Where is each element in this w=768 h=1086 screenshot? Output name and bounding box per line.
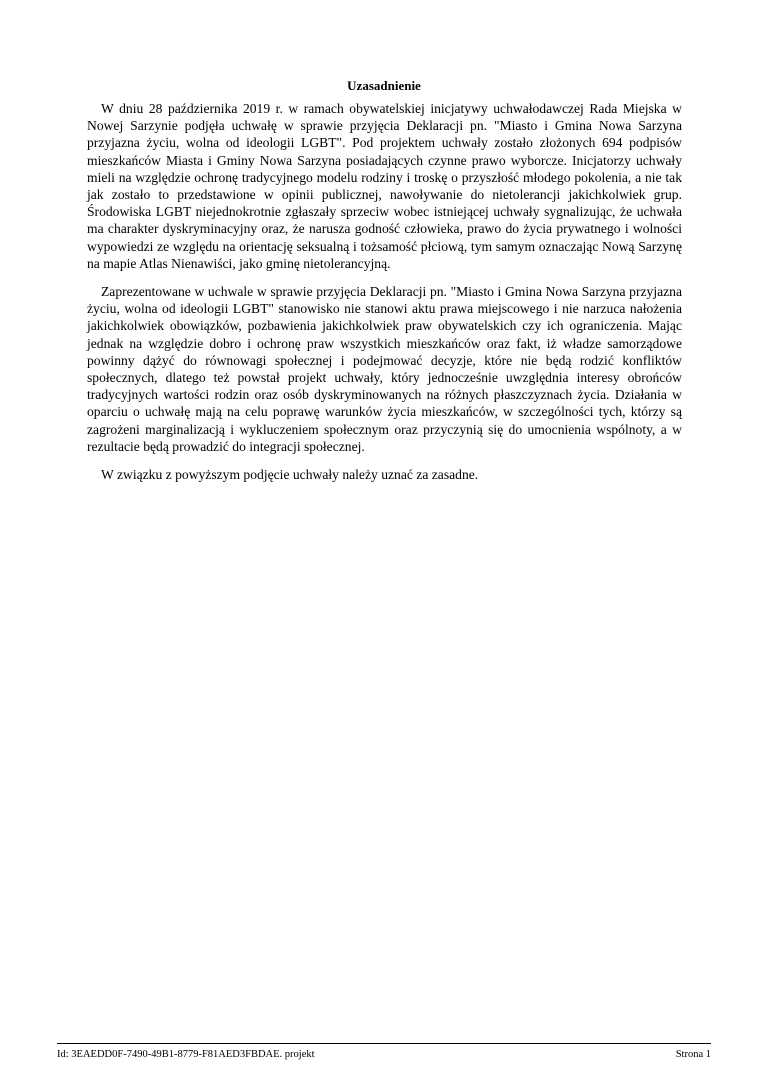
document-title: Uzasadnienie (347, 78, 421, 93)
paragraph-3: W związku z powyższym podjęcie uchwały należy uznać za zasadne. (101, 467, 479, 483)
footer-document-id: Id: 3EAEDD0F-7490-49B1-8779-F81AED3FBDAE. projekt (57, 1049, 315, 1060)
document-body (87, 100, 682, 494)
footer-page-number: Strona 1 (675, 1049, 711, 1060)
footer-divider (57, 1043, 711, 1044)
paragraph-1: W dniu 28 października 2019 r. w ramach obywatelskiej inicjatywy uchwałodawczej Rada Miejska w Nowej Sarzynie podjęła uchwałę w sprawie przyjęcia Deklaracji pn. "Miasto i Gmina Nowa Sarzyna przyjazna życiu, wolna od ideologii LGBT". Pod projektem uchwały zostało złożonych 694 podpisów mieszkańców Miasta i Gminy Nowa Sarzyna posiadających czynne prawo wyborcze. Inicjatorzy uchwały mieli na względzie ochronę tradycyjnego modelu rodziny i troskę o przyszłość młodego pokolenia, a nie tak jak zostało to przedstawione w opinii publicznej, nawoływanie do nietolerancji jakichkolwiek grup. Środowiska LGBT niejednokrotnie zgłaszały sprzeciw wobec istniejącej uchwały sygnalizując, że uchwała ma charakter dyskryminacyjny oraz, że narusza godność człowieka, prawo do życia prywatnego i wolności wypowiedzi ze względu na orientację seksualną i tożsamość płciową, tym samym oznaczając Nową Sarzynę na mapie Atlas Nienawiści, jako gminę nietolerancyjną. (87, 101, 682, 271)
paragraph-2: Zaprezentowane w uchwale w sprawie przyjęcia Deklaracji pn. "Miasto i Gmina Nowa Sarzyna przyjazna życiu, wolna od ideologii LGBT" stanowisko nie stanowi aktu prawa miejscowego i nie narzuca nałożenia jakichkolwiek obowiązków, pozbawienia jakichkolwiek praw obywatelskich czy ich ograniczenia. Mając jednak na względzie dobro i ochronę praw wszystkich mieszkańców oraz fakt, iż władze samorządowe powinny dążyć do równowagi społecznej i podejmować decyzje, które nie będą rodzić konfliktów społecznych, dlatego też powstał projekt uchwały, który jednocześnie uwzględnia interesy obrońców tradycyjnych wartości rodzin oraz osób dyskryminowanych na różnych płaszczyznach życia. Działania w oparciu o uchwałę mają na celu poprawę warunków życia mieszkańców, w szczególności tych, którzy są zagrożeni marginalizacją i wykluczeniem społecznym oraz przyczynią się do umocnienia wspólnoty, a w rezultacie będą prowadzić do integracji społecznej. (87, 284, 682, 454)
